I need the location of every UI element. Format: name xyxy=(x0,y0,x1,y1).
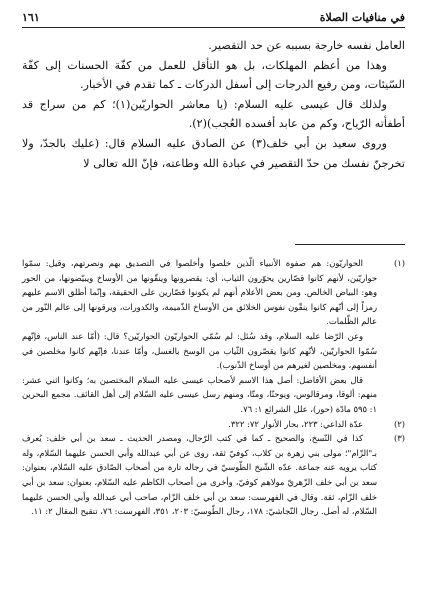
footnote xyxy=(22,431,405,519)
footnote xyxy=(22,256,405,417)
body-paragraph: ولذلك قال عيسى عليه السلام: (يا معاشر الحواريّين(١)؛ كم من سراج قد أطفأته الرّياح، وكم من عابد أفسده العُجب)(٢). xyxy=(22,97,405,131)
body-paragraph: وهذا من أعظم المهلكات، بل هو التأقل للعمل من كفّة الحسنات إلى كفّة السّيئات، ومن رفيع الدرجات إلى أسفل الدركات ـ كما تقدم في الأخبار. xyxy=(22,58,405,92)
running-title: في منافيات الصلاة xyxy=(319,10,405,24)
footnotes xyxy=(22,256,405,519)
body-paragraph: وروى سعيد بن أبي خلف(٣) عن الصادق عليه السلام قال: (عليك بالجدّ، ولا تخرجنّ نفسك من حدّ التقصير في عبادة الله وطاعته، فإنّ الله تعالى لا xyxy=(22,136,405,170)
footnote-number: (١) xyxy=(393,258,405,268)
footnote-paragraph: عدّة الداعي: ٢٢٣، بحار الأنوار ٧٢: ٣٢٢. xyxy=(228,418,363,429)
footnote xyxy=(22,417,405,432)
footnote-paragraph: قال بعض الأفاضل: أصل هذا الاسم لأصحاب عيسى عليه السلام المختصين به؛ وكانوا اثني عشر: منهم: ألوقا، ومرقالوس، ويوحنّا، ومتّا، ومنهم رسل عيسى عليه السّلام إلى أهل القائف. مجمع البحرين ١: ٥٩٥ مادّة (حور)، علل الشرائع ١: ٧٦. xyxy=(22,374,377,414)
main-text xyxy=(22,36,405,173)
footnote-paragraph: الحواريّون: هم صفوة الأنبياء الّذين خلصوا وأخلصوا في التصديق بهم ونصرتهم، وقيل: سمّوا حواريّين، لأنهم كانوا قصّارين يحوّرون الثياب، أي: يقصرونها وينقّونها من الأوساخ ويبيّضونها، من الحور وهو: البياض الخالص. ومن بعض الأعلام أنهم لم يكونوا قصّارين على الحقيقة، وإنّما أطلق الاسم عليهم رمزاً إلى أنّهم كانوا ينقّون نفوس الخلائق من الأوساخ الذّميمة، والكدورات، ويرقونها إلى عالم النّور من عالم الظّلمات. xyxy=(22,258,377,327)
body-paragraph: العامل نفسه خارجة بسببه عن حد التقصير. xyxy=(208,39,405,52)
page-header xyxy=(22,8,405,26)
footnote-number: (٢) xyxy=(393,418,405,429)
footnote-paragraph: كذا في النّسخ، والصحيح ـ كما في كتب الرّجال، ومصدر الحديث ـ سعد بن أبي خلف: يُعرف بـ"الزّام"؛ مولى بني زهرة بن كلاب، كوفيّ ثقة، روى عن أبي عبدالله وأبي الحسن عليهما السّلام، وله كتاب يرويه عنه جماعة. عدّه الشّيخ الطّوسيّ في رجاله تارة من أصحاب الصّادق عليه السّلام، بعنوان: سعد بن أبي خلف الزّهريّ مولاهم كوفيّ، وأخرى من أصحاب الكاظم عليه السّلام، بعنوان: سعد بن أبي خلف الزّام، ثقة. وقال في الفهرست: سعد بن أبي خلف الزّام، صاحب أبي عبدالله وأبي الحسن عليهما السّلام، له أصل. رجال النّجاشيّ: ١٧٨، رجال الطّوسيّ: ٢٠٣، ٣٥١، الفهرست: ٧٦، تنقيح المقال ٢: ١١. xyxy=(22,433,377,517)
page-number: ١٦١ xyxy=(22,10,40,24)
header-rule xyxy=(22,27,405,28)
footnote-paragraph: وعن الرّضا عليه السلام، وقد سُئل: لم سُمّي الحواريّون الحواريّين؟ قال: (أمّا عند الناس، فإنّهم سُمّوا الحواريّين، لأنّهم كانوا يقصّرون الثّياب من الوسخ بالغسل، وأمّا عندنا، فإنّهم كانوا مخلصين في أنفسهم، ومخلصين لغيرهم من أوساخ الذّنوب). xyxy=(22,330,377,371)
footnote-separator xyxy=(295,244,405,245)
footnote-number: (٣) xyxy=(393,433,405,444)
